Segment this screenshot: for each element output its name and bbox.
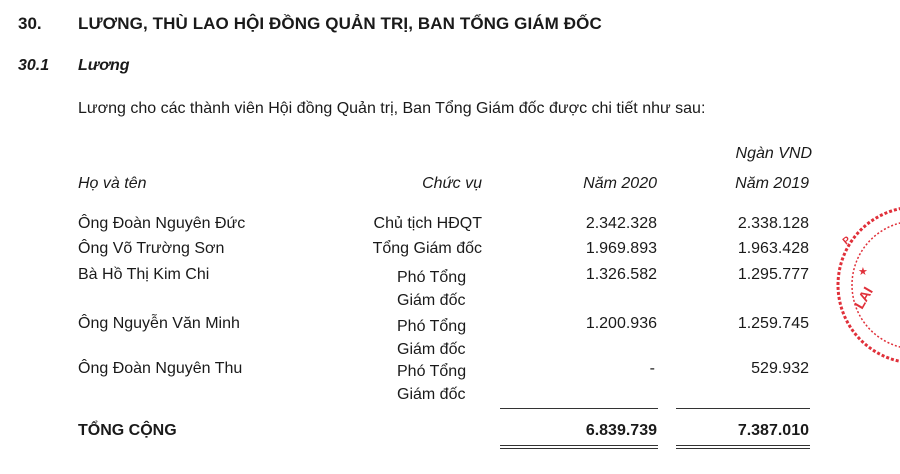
company-seal-stamp	[826, 200, 900, 370]
subsection-title: Lương	[78, 57, 130, 74]
column-header-name: Họ và tên	[78, 175, 147, 192]
row-value-2019: 2.338.128	[737, 215, 809, 232]
total-value-2019: 7.387.010	[737, 422, 809, 439]
row-value-2020: 1.200.936	[585, 315, 657, 332]
total-value-2020: 6.839.739	[585, 422, 657, 439]
total-label: TỔNG CỘNG	[78, 422, 177, 439]
row-position: Phó Tổng Giám đốc	[397, 318, 467, 358]
row-name: Ông Võ Trường Sơn	[78, 240, 225, 257]
total-double-rule-2019-top	[676, 445, 810, 446]
row-position: Chủ tịch HĐQT	[373, 215, 482, 232]
column-header-year-2019: Năm 2019	[735, 175, 809, 192]
row-name: Ông Nguyễn Văn Minh	[78, 315, 240, 332]
row-value-2020: 1.326.582	[585, 266, 657, 283]
intro-paragraph: Lương cho các thành viên Hội đồng Quản trị, Ban Tổng Giám đốc được chi tiết như sau:	[78, 100, 706, 117]
row-name: Ông Đoàn Nguyên Đức	[78, 215, 246, 232]
row-value-2019: 1.295.777	[737, 266, 809, 283]
row-position: Phó Tổng Giám đốc	[397, 269, 467, 309]
total-double-rule-2020-top	[500, 445, 658, 446]
row-position: Tổng Giám đốc	[372, 240, 482, 257]
total-double-rule-2019-bottom	[676, 448, 810, 449]
stamp-letter-icon: P	[840, 234, 854, 248]
column-header-year-2020: Năm 2020	[583, 175, 657, 192]
row-value-2020: 1.969.893	[585, 240, 657, 257]
subtotal-rule-2019	[676, 408, 810, 409]
column-header-position: Chức vụ	[422, 175, 482, 192]
total-double-rule-2020-bottom	[500, 448, 658, 449]
section-number: 30.	[18, 14, 42, 33]
subsection-number: 30.1	[18, 57, 50, 74]
stamp-text: LAI	[850, 283, 876, 312]
subtotal-rule-2020	[500, 408, 658, 409]
row-value-2019: 529.932	[751, 360, 809, 377]
row-value-2019: 1.963.428	[737, 240, 809, 257]
section-title: LƯƠNG, THÙ LAO HỘI ĐỒNG QUẢN TRỊ, BAN TỔNG GIÁM ĐỐC	[78, 14, 602, 33]
row-name: Ông Đoàn Nguyên Thu	[78, 360, 243, 377]
row-value-2020: -	[649, 360, 655, 377]
row-position: Phó Tổng Giám đốc	[397, 363, 467, 403]
row-value-2020: 2.342.328	[585, 215, 657, 232]
stamp-star-icon: ★	[858, 266, 868, 278]
row-value-2019: 1.259.745	[737, 315, 809, 332]
row-name: Bà Hồ Thị Kim Chi	[78, 266, 210, 283]
currency-unit: Ngàn VND	[735, 145, 812, 162]
